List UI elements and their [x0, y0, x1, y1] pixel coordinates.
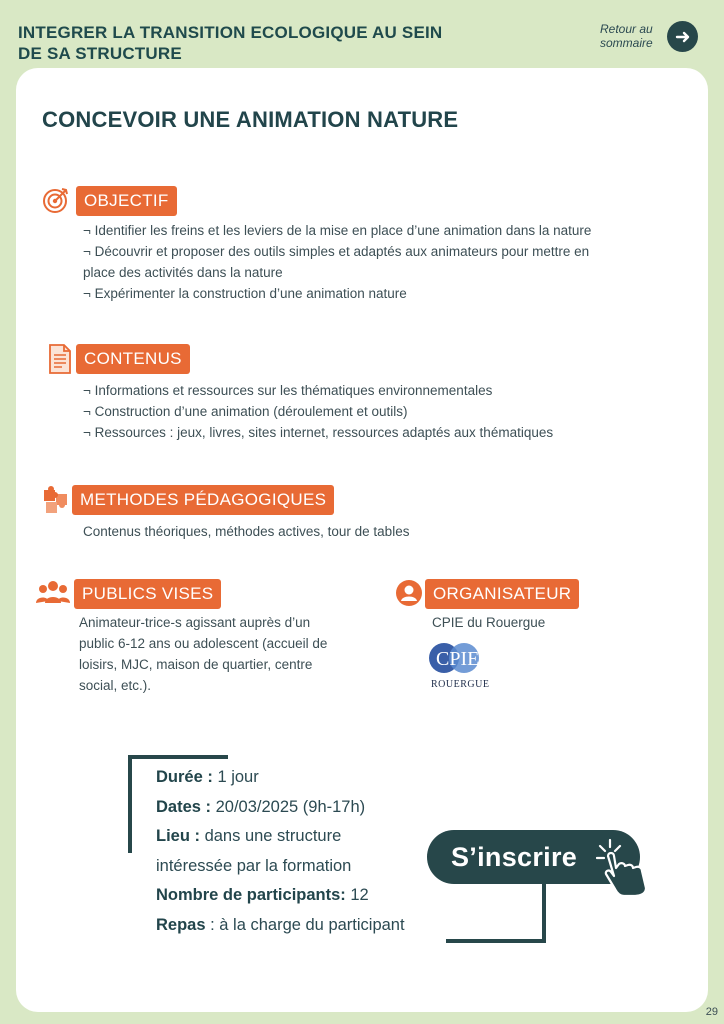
list-item: ¬ Informations et ressources sur les thématiques environnementales [83, 383, 493, 398]
publics-line: Animateur-trice-s agissant auprès d’un [79, 615, 311, 630]
list-item: ¬ Expérimenter la construction d’une animation nature [83, 286, 407, 301]
header-title-line1: INTEGRER LA TRANSITION ECOLOGIQUE AU SEIN [18, 23, 443, 42]
lieu-value: dans une structure [200, 827, 342, 845]
back-link-line2: sommaire [600, 36, 653, 50]
list-item: ¬ Ressources : jeux, livres, sites internet, ressources adaptés aux thématiques [83, 425, 554, 440]
participants-line [156, 881, 405, 911]
objectif-heading: OBJECTIF [76, 186, 177, 216]
target-icon [42, 186, 70, 214]
dates-line [156, 793, 405, 823]
repas-value: : à la charge du participant [205, 915, 405, 934]
page-number: 29 [705, 1006, 718, 1018]
participants-label: Nombre de participants: [156, 886, 346, 904]
arrow-right-icon [675, 29, 691, 45]
dates-value: 20/03/2025 (9h-17h) [211, 797, 366, 816]
participants-value: 12 [345, 886, 369, 904]
training-info [156, 763, 405, 940]
signup-connector [542, 884, 546, 942]
lieu-line [156, 822, 405, 852]
publics-line: loisirs, MJC, maison de quartier, centre [79, 657, 313, 672]
logo-caption: ROUERGUE [431, 679, 490, 690]
contenus-heading: CONTENUS [76, 344, 190, 374]
list-item: place des activités dans la nature [83, 265, 283, 280]
objectif-list [83, 220, 663, 304]
lieu-label: Lieu : [156, 827, 200, 845]
list-item: ¬ Identifier les freins et les leviers de la mise en place d’une animation dans la nature [83, 223, 592, 238]
publics-text [79, 612, 379, 696]
document-header-title [18, 22, 488, 64]
contenus-list [83, 380, 663, 443]
user-circle-icon [395, 579, 423, 607]
page-title: CONCEVOIR UNE ANIMATION NATURE [42, 107, 459, 132]
publics-heading: PUBLICS VISES [74, 579, 221, 609]
signup-label: S’inscrire [451, 842, 578, 872]
puzzle-icon [42, 485, 70, 515]
publics-line: public 6-12 ans ou adolescent (accueil de [79, 636, 328, 651]
group-icon [36, 579, 70, 605]
duree-line [156, 763, 405, 793]
dates-label: Dates : [156, 797, 212, 816]
pointing-hand-icon[interactable] [596, 838, 674, 898]
info-frame-top [128, 755, 228, 759]
publics-line: social, etc.). [79, 678, 152, 693]
organisateur-name: CPIE du Rouergue [432, 615, 546, 630]
logo-mark: CPIE [436, 648, 480, 670]
info-frame-left [128, 755, 132, 853]
signup-connector-base [446, 939, 546, 943]
methodes-text: Contenus théoriques, méthodes actives, tour de tables [83, 524, 410, 539]
organisateur-heading: ORGANISATEUR [425, 579, 579, 609]
cpie-logo [428, 638, 500, 692]
repas-label: Repas [156, 915, 206, 934]
methodes-heading: METHODES PÉDAGOGIQUES [72, 485, 334, 515]
duree-value: 1 jour [212, 768, 259, 786]
duree-label: Durée : [156, 768, 213, 786]
back-to-summary-button[interactable] [667, 21, 698, 52]
list-item: ¬ Construction d’une animation (déroulement et outils) [83, 404, 408, 419]
header-title-line2: DE SA STRUCTURE [18, 44, 182, 63]
repas-line [156, 911, 405, 941]
back-to-summary-link[interactable] [600, 22, 668, 50]
lieu-line-2: intéressée par la formation [156, 856, 352, 875]
back-link-line1: Retour au [600, 22, 653, 36]
document-icon [47, 343, 73, 375]
list-item: ¬ Découvrir et proposer des outils simples et adaptés aux animateurs pour mettre en [83, 244, 590, 259]
